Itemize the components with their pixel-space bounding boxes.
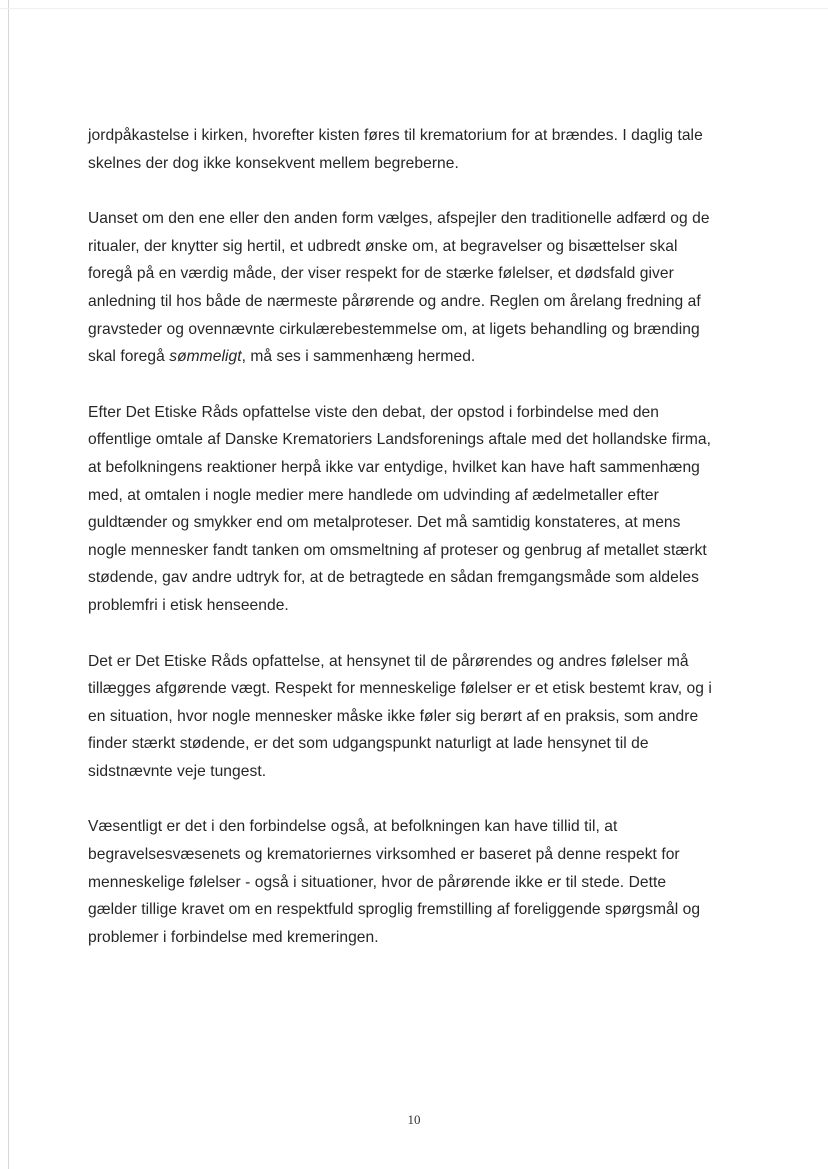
text-line: med, at omtalen i nogle medier mere handlede om udvinding af ædelmetaller efter (88, 486, 659, 504)
text-line: skelnes der dog ikke konsekvent mellem begreberne. (88, 154, 459, 172)
text-line: stødende, gav andre udtryk for, at de betragtede en sådan fremgangsmåde som aldeles (88, 569, 699, 587)
paragraph-4 (88, 648, 760, 786)
text-line: gravsteder og ovennævnte cirkulærebestemmelse om, at ligets behandling og brænding (88, 320, 700, 338)
paragraph-3 (88, 399, 760, 620)
text-line: Det er Det Etiske Råds opfattelse, at hensynet til de pårørendes og andres følelser må (88, 652, 689, 670)
text-line: offentlige omtale af Danske Krematoriers Landsforenings aftale med det hollandske firma, (88, 431, 712, 449)
text-fragment: , må ses i sammenhæng hermed. (241, 348, 476, 366)
text-line: Efter Det Etiske Råds opfattelse viste den debat, der opstod i forbindelse med den (88, 403, 660, 421)
text-line: menneskelige følelser - også i situationer, hvor de pårørende ikke er til stede. Dette (88, 873, 667, 891)
text-line: tillægges afgørende vægt. Respekt for menneskelige følelser er et etisk bestemt krav, og i (88, 680, 712, 698)
text-line: en situation, hvor nogle mennesker måske ikke føler sig berørt af en praksis, som andre (88, 707, 699, 725)
text-line: at befolkningens reaktioner herpå ikke var entydige, hvilket kan have haft sammenhæng (88, 458, 700, 476)
scan-edge-left (8, 0, 9, 1169)
text-line: nogle mennesker fandt tanken om omsmeltning af proteser og genbrug af metallet stærkt (88, 541, 707, 559)
scan-edge-top (0, 8, 828, 9)
text-line: finder stærkt stødende, er det som udgangspunkt naturligt at lade hensynet til de (88, 735, 649, 753)
text-line: jordpåkastelse i kirken, hvorefter kisten føres til krematorium for at brændes. I daglig tale (88, 127, 703, 144)
emphasis-word: sømmeligt (169, 348, 242, 366)
text-line: sidstnævnte veje tungest. (88, 762, 267, 780)
text-fragment: skal foregå (88, 348, 170, 366)
text-line: begravelsesvæsenets og krematoriernes virksomhed er baseret på denne respekt for (88, 846, 680, 864)
text-line: problemer i forbindelse med kremeringen. (88, 928, 379, 946)
text-line: Væsentligt er det i den forbindelse også, at befolkningen kan have tillid til, at (88, 818, 618, 836)
body-text (88, 122, 760, 979)
text-line: foregå på en værdig måde, der viser respekt for de stærke følelser, et dødsfald giver (88, 265, 674, 283)
paragraph-5 (88, 813, 760, 951)
text-line: problemfri i etisk henseende. (88, 596, 289, 614)
text-line: gælder tillige kravet om en respektfuld sproglig fremstilling af foreliggende spørgsmål og (88, 901, 701, 919)
text-line: guldtænder og smykker end om metalproteser. Det må samtidig konstateres, at mens (88, 514, 681, 532)
text-line: anledning til hos både de nærmeste pårørende og andre. Reglen om årelang fredning af (88, 292, 701, 310)
paragraph-1 (88, 122, 760, 177)
text-line: ritualer, der knytter sig hertil, et udbredt ønske om, at begravelser og bisættelser skal (88, 237, 678, 255)
text-line-with-emphasis (88, 348, 475, 365)
paragraph-2 (88, 205, 760, 371)
page-number: 10 (407, 1112, 421, 1127)
text-line: Uanset om den ene eller den anden form vælges, afspejler den traditionelle adfærd og de (88, 210, 710, 228)
